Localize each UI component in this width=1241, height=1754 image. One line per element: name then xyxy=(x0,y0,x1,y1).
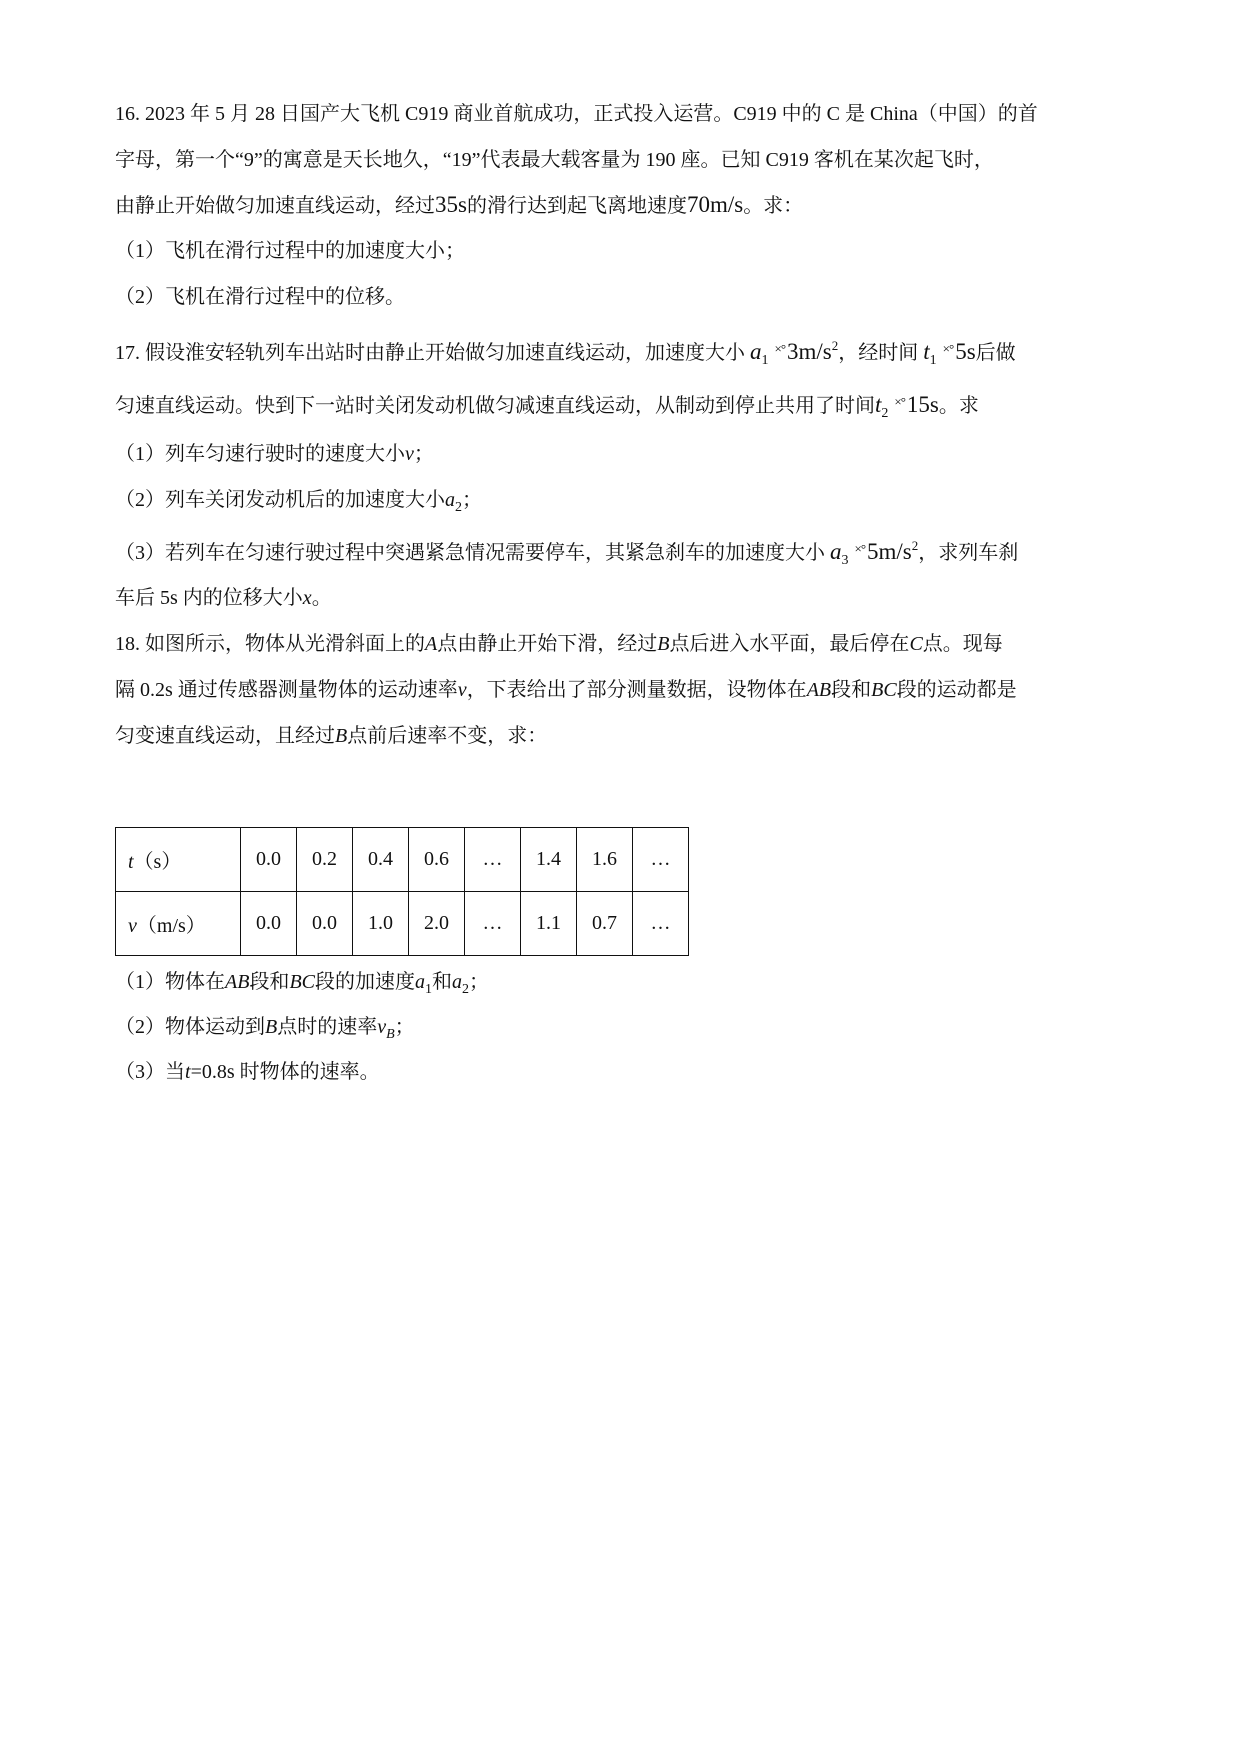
table-cell: … xyxy=(465,828,521,892)
header-var-t: t xyxy=(128,851,134,873)
q18-segment-ab: AB xyxy=(225,971,250,993)
q18-part-3-text: （3）当 xyxy=(115,1061,185,1083)
q17-t2-value: 15s xyxy=(906,392,939,417)
q17-part-2-text: ； xyxy=(462,489,482,511)
q17-a3-superscript: 2 xyxy=(911,538,919,553)
q18-var-a1-subscript: 1 xyxy=(425,982,432,997)
q17-part-3-line-2 xyxy=(115,584,332,614)
q17-var-v: v xyxy=(405,443,414,465)
table-cell: 0.2 xyxy=(297,828,353,892)
header-var-v: v xyxy=(128,915,137,937)
q17-part-1 xyxy=(115,440,434,470)
q17-text: 。求 xyxy=(938,395,979,417)
table-cell: 1.0 xyxy=(353,892,409,956)
q17-var-a: a xyxy=(445,489,455,511)
q18-line-1 xyxy=(115,630,1003,660)
table-cell: 0.0 xyxy=(241,892,297,956)
q18-text: 点前后速率不变，求： xyxy=(347,725,548,747)
q17-part-3-text: ，求列车刹 xyxy=(918,542,1019,564)
q18-text: 段和 xyxy=(831,679,872,701)
q18-point-b: B xyxy=(265,1016,278,1038)
table-cell: … xyxy=(633,828,689,892)
q18-text: ，下表给出了部分测量数据，设物体在 xyxy=(466,679,807,701)
q18-part-1-text: 和 xyxy=(432,971,452,993)
q16-line-2 xyxy=(115,146,994,176)
q17-a1-subscript: 1 xyxy=(761,353,769,368)
q17-text: ，经时间 xyxy=(838,342,919,364)
q16-part-2 xyxy=(115,283,405,313)
q17-line-2 xyxy=(115,388,979,422)
q17-text: 后做 xyxy=(975,342,1016,364)
q18-text: 隔 0.2s 通过传感器测量物体的运动速率 xyxy=(115,679,458,701)
table-cell: 0.6 xyxy=(409,828,465,892)
q17-t1-subscript: 1 xyxy=(929,353,937,368)
row-header-velocity xyxy=(116,892,241,956)
q18-part-2-text: （2）物体运动到 xyxy=(115,1016,265,1038)
q18-part-2-text: ； xyxy=(394,1016,415,1038)
q16-part-1-text: （1）飞机在滑行过程中的加速度大小； xyxy=(115,240,465,262)
q18-var-a1: a xyxy=(415,971,425,993)
q17-part-3 xyxy=(115,532,1018,566)
q18-part-1 xyxy=(115,968,489,998)
table-row-time xyxy=(116,828,689,892)
q17-a3-subscript: 3 xyxy=(841,553,849,568)
q18-var-v: v xyxy=(457,679,467,701)
q18-var-a2: a xyxy=(452,971,462,993)
q18-part-3-text: =0.8s 时物体的速率。 xyxy=(190,1061,380,1083)
table-cell: 1.1 xyxy=(521,892,577,956)
q18-point-b: B xyxy=(335,725,348,747)
table-cell: 1.4 xyxy=(521,828,577,892)
q18-text: 点。现每 xyxy=(922,633,1003,655)
q16-text: 16. 2023 年 5 月 28 日国产大飞机 C919 商业首航成功，正式投入运营。C919 中的 C 是 China（中国）的首 xyxy=(115,103,1038,125)
q17-a1-superscript: 2 xyxy=(831,338,839,353)
q17-text: 匀速直线运动。快到下一站时关闭发动机做匀减速直线运动，从制动到停止共用了时间 xyxy=(115,395,875,417)
q18-line-2 xyxy=(115,676,1017,706)
q16-text: 由静止开始做匀加速直线运动，经过 xyxy=(115,195,435,217)
table-cell: … xyxy=(633,892,689,956)
equals-sign-icon: ×° xyxy=(854,541,866,556)
q17-part-2-text: （2）列车关闭发动机后的加速度大小 xyxy=(115,489,445,511)
q18-text: 点由静止开始下滑，经过 xyxy=(437,633,658,655)
q16-speed: 70m/s xyxy=(686,192,744,217)
q17-a1-symbol: a xyxy=(750,339,762,364)
velocity-table xyxy=(115,827,689,956)
q17-t1-symbol: t xyxy=(923,339,930,364)
q17-a1-value: 3m/s xyxy=(787,339,832,364)
q16-line-3 xyxy=(115,191,803,221)
q16-part-2-text: （2）飞机在滑行过程中的位移。 xyxy=(115,286,405,308)
q18-var-vb: v xyxy=(377,1016,387,1038)
q17-part-3-text: （3）若列车在匀速行驶过程中突遇紧急情况需要停车，其紧急刹车的加速度大小 xyxy=(115,542,825,564)
q18-point-a: A xyxy=(425,633,438,655)
table-cell: 0.0 xyxy=(241,828,297,892)
table-cell: 2.0 xyxy=(409,892,465,956)
q17-a3-value: 5m/s xyxy=(867,539,912,564)
table-cell: … xyxy=(465,892,521,956)
q17-part-3-text: 。 xyxy=(311,587,332,609)
q17-t1-value: 5s xyxy=(955,339,976,364)
table-cell: 0.4 xyxy=(353,828,409,892)
q18-text: 段的运动都是 xyxy=(896,679,1017,701)
q18-part-1-text: 段和 xyxy=(249,971,290,993)
q17-part-1-text: （1）列车匀速行驶时的速度大小 xyxy=(115,443,405,465)
q17-line-1 xyxy=(115,332,1016,366)
q18-part-1-text: （1）物体在 xyxy=(115,971,225,993)
q17-part-2 xyxy=(115,486,482,516)
q18-var-t: t xyxy=(185,1061,191,1083)
q18-text: 匀变速直线运动，且经过 xyxy=(115,725,335,747)
header-unit-ms: （m/s） xyxy=(136,915,206,937)
q17-text: 17. 假设淮安轻轨列车出站时由静止开始做匀加速直线运动，加速度大小 xyxy=(115,342,745,364)
row-header-time xyxy=(116,828,241,892)
q16-text: 的滑行达到起飞离地速度 xyxy=(466,195,687,217)
equals-sign-icon: ×° xyxy=(942,341,954,356)
q17-t2-subscript: 2 xyxy=(881,406,889,421)
q16-line-1 xyxy=(115,100,1038,130)
q17-t2-symbol: t xyxy=(875,392,882,417)
q18-part-2-text: 点时的速率 xyxy=(277,1016,378,1038)
q18-segment-ab: AB xyxy=(806,679,832,701)
q18-part-1-text: 段的加速度 xyxy=(315,971,415,993)
table-row-velocity xyxy=(116,892,689,956)
q18-line-3 xyxy=(115,722,547,752)
q16-text: 。求： xyxy=(743,195,804,217)
q17-a3-symbol: a xyxy=(830,539,842,564)
q18-text: 点后进入水平面，最后停在 xyxy=(669,633,910,655)
q17-part-1-text: ； xyxy=(413,443,434,465)
q18-var-a2-subscript: 2 xyxy=(462,982,469,997)
q17-part-3-text: 车后 5s 内的位移大小 xyxy=(115,587,303,609)
equals-sign-icon: ×° xyxy=(894,394,905,409)
q18-point-b: B xyxy=(657,633,670,655)
table-cell: 0.7 xyxy=(577,892,633,956)
q18-segment-bc: BC xyxy=(871,679,897,701)
equals-sign-icon: ×° xyxy=(774,341,786,356)
q18-point-c: C xyxy=(909,633,923,655)
q18-var-vb-subscript: B xyxy=(386,1027,395,1042)
q17-var-a-subscript: 2 xyxy=(455,500,462,515)
q18-part-1-text: ； xyxy=(469,971,489,993)
q18-text: 18. 如图所示，物体从光滑斜面上的 xyxy=(115,633,425,655)
q16-part-1 xyxy=(115,237,465,267)
table-cell: 1.6 xyxy=(577,828,633,892)
q17-var-x: x xyxy=(302,587,312,609)
header-unit-s: （s） xyxy=(133,851,182,873)
q16-text: 字母，第一个“9”的寓意是天长地久，“19”代表最大载客量为 190 座。已知 C919 客机在某次起飞时， xyxy=(115,149,994,171)
table-cell: 0.0 xyxy=(297,892,353,956)
q16-time: 35s xyxy=(435,192,467,217)
q18-part-2 xyxy=(115,1013,415,1043)
q18-part-3 xyxy=(115,1058,380,1088)
q18-segment-bc: BC xyxy=(289,971,315,993)
